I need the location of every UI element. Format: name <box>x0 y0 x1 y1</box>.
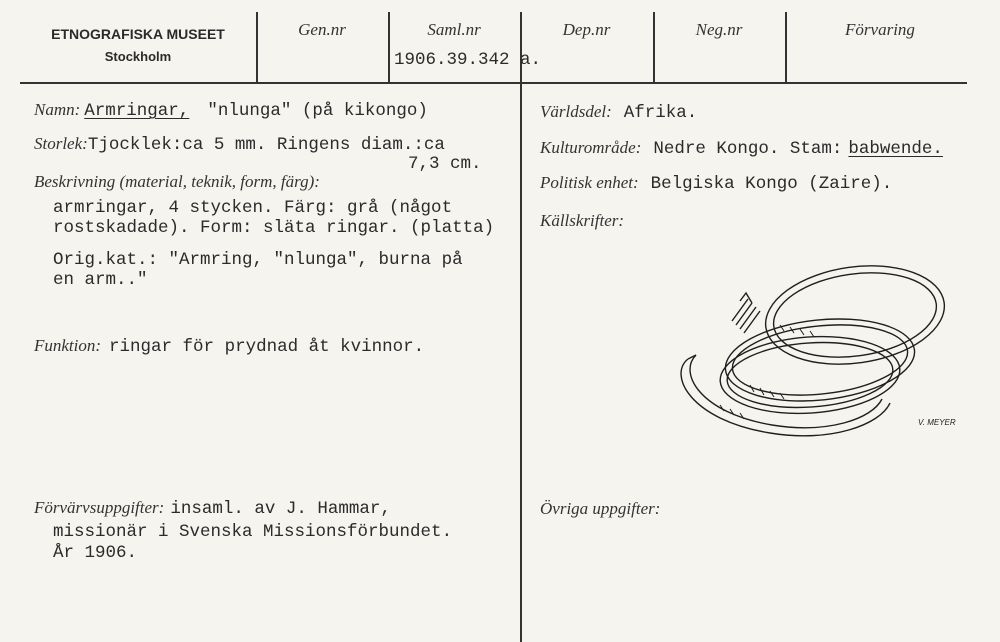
saml-nr-value: 1906.39.342 a. <box>394 50 542 70</box>
ovriga-label: Övriga uppgifter: <box>540 499 661 518</box>
beskrivning-line2: rostskadade). Form: släta ringar. (platta) <box>53 218 495 238</box>
politisk-value: Belgiska Kongo (Zaire). <box>650 174 893 194</box>
beskrivning-label: Beskrivning (material, teknik, form, färg): <box>34 172 320 191</box>
forvarv-label: Förvärvsuppgifter: <box>34 498 165 517</box>
namn-extra: "nlunga" (på kikongo) <box>207 101 428 121</box>
storlek-line1: Tjocklek:ca 5 mm. Ringens diam.:ca <box>87 135 445 155</box>
kultur-row <box>540 138 943 159</box>
museum-city: Stockholm <box>104 49 172 64</box>
beskrivning-line1: armringar, 4 stycken. Färg: grå (något <box>53 198 453 218</box>
funktion-row <box>34 336 424 357</box>
funktion-value: ringar för prydnad åt kvinnor. <box>109 337 425 357</box>
center-divider <box>520 82 522 642</box>
col-neg-nr: Neg.nr <box>695 20 743 39</box>
forvarv-line2: missionär i Svenska Missionsförbundet. <box>53 522 453 542</box>
header-rule <box>20 82 967 84</box>
funktion-label: Funktion: <box>34 336 102 355</box>
museum-name: ETNOGRAFISKA MUSEET <box>51 26 225 42</box>
namn-row <box>34 100 428 121</box>
namn-label: Namn: <box>34 100 81 119</box>
varldsdel-row <box>540 102 697 123</box>
politisk-label: Politisk enhet: <box>540 173 639 192</box>
kultur-label: Kulturområde: <box>540 138 642 157</box>
stam-value: babwende. <box>848 139 943 159</box>
forvarv-line1: insaml. av J. Hammar, <box>170 499 391 519</box>
politisk-row <box>540 173 892 194</box>
orig-line1: Orig.kat.: "Armring, "nlunga", burna på <box>53 250 463 270</box>
illustration-signature: V. MEYER <box>918 418 956 427</box>
col-saml-nr: Saml.nr <box>427 20 481 39</box>
kallskrifter-label: Källskrifter: <box>540 211 625 230</box>
col-gen-nr: Gen.nr <box>298 20 346 39</box>
bangles-illustration <box>660 255 960 450</box>
storlek-line2: 7,3 cm. <box>408 154 482 174</box>
col-forvaring: Förvaring <box>845 20 915 39</box>
namn-value: Armringar, <box>84 101 190 121</box>
col-dep-nr: Dep.nr <box>562 20 611 39</box>
forvarv-line3: År 1906. <box>53 543 138 563</box>
forvarv-row <box>34 498 391 519</box>
varldsdel-value: Afrika. <box>623 103 698 123</box>
kultur-value: Nedre Kongo. Stam: <box>653 139 843 159</box>
storlek-row <box>34 134 445 155</box>
varldsdel-label: Världsdel: <box>540 102 612 121</box>
orig-line2: en arm.." <box>53 270 148 290</box>
storlek-label: Storlek: <box>34 134 88 153</box>
